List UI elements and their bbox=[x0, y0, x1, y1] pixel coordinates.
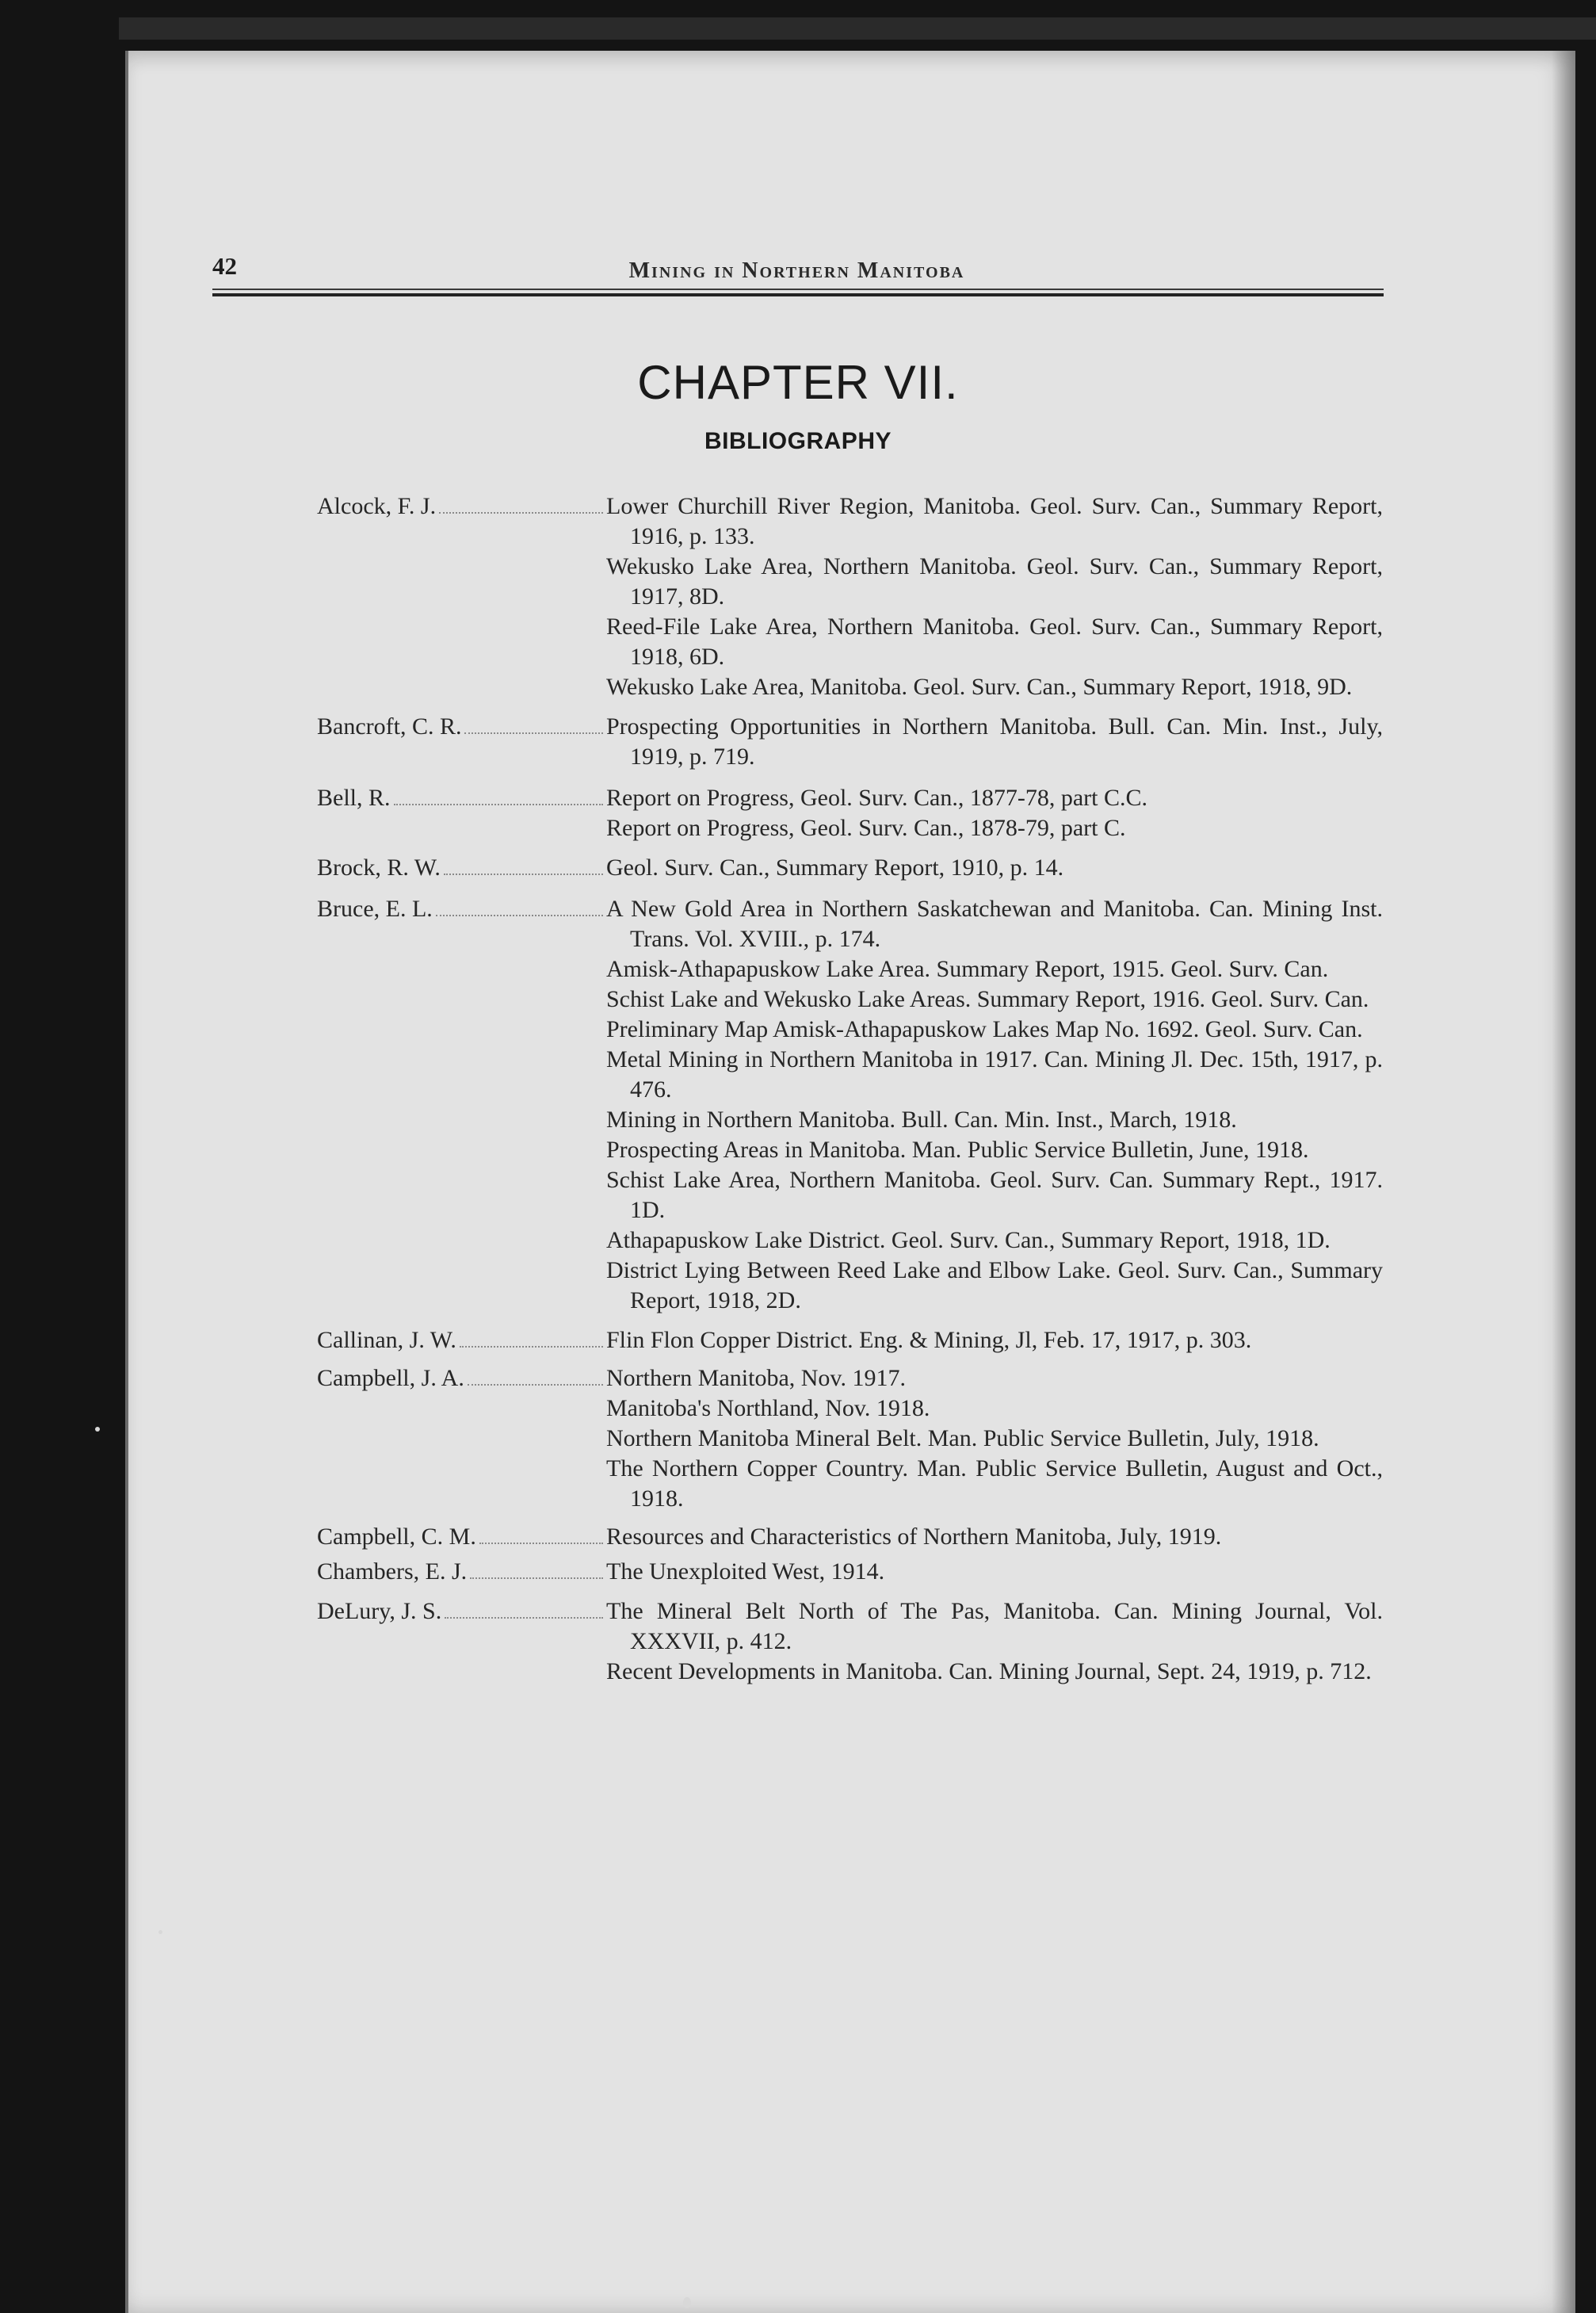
scan-speck bbox=[158, 1930, 162, 1934]
author-name: Callinan, J. W. bbox=[317, 1327, 456, 1353]
works-list bbox=[606, 1596, 1383, 1687]
scan-border-top bbox=[119, 17, 1596, 40]
work-citation: Geol. Surv. Can., Summary Report, 1910, p. 14. bbox=[606, 854, 1064, 881]
author-cell bbox=[317, 1522, 606, 1552]
dot-leader bbox=[460, 1346, 603, 1348]
work-citation: Amisk-Athapapuskow Lake Area. Summary Report, 1915. Geol. Surv. Can. bbox=[606, 956, 1329, 982]
works-list bbox=[606, 712, 1383, 772]
author-cell bbox=[317, 1557, 606, 1587]
header-rule-thick bbox=[212, 293, 1384, 296]
dot-leader bbox=[479, 1543, 603, 1544]
chapter-title: CHAPTER VII. bbox=[637, 356, 959, 409]
author-cell bbox=[317, 853, 606, 883]
work-citation: Prospecting Areas in Manitoba. Man. Public Service Bulletin, June, 1918. bbox=[606, 1137, 1309, 1163]
works-list bbox=[606, 894, 1383, 1316]
author-cell bbox=[317, 894, 606, 924]
author-name: Brock, R. W. bbox=[317, 854, 441, 881]
bibliography-entry bbox=[317, 1522, 1383, 1552]
dot-leader bbox=[394, 804, 603, 805]
dot-leader bbox=[436, 915, 603, 916]
work-citation: Preliminary Map Amisk-Athapapuskow Lakes Map No. 1692. Geol. Surv. Can. bbox=[606, 1016, 1363, 1042]
work-citation: Northern Manitoba, Nov. 1917. bbox=[606, 1365, 906, 1391]
dot-leader bbox=[444, 874, 603, 875]
work-citation: Mining in Northern Manitoba. Bull. Can. Min. Inst., March, 1918. bbox=[606, 1107, 1237, 1133]
work-citation: The Unexploited West, 1914. bbox=[606, 1558, 885, 1585]
author-cell bbox=[317, 1325, 606, 1355]
work-citation: Prospecting Opportunities in Northern Manitoba. Bull. Can. Min. Inst., July, 1919, p. 719. bbox=[606, 713, 1383, 770]
author-name: Campbell, C. M. bbox=[317, 1524, 476, 1550]
works-list bbox=[606, 1363, 1383, 1514]
dot-leader bbox=[445, 1617, 603, 1619]
works-list bbox=[606, 1557, 1383, 1587]
work-citation: Wekusko Lake Area, Northern Manitoba. Geol. Surv. Can., Summary Report, 1917, 8D. bbox=[606, 553, 1383, 610]
scan-speck bbox=[95, 1427, 100, 1432]
bibliography-list bbox=[317, 482, 1383, 1687]
bibliography-entry bbox=[317, 712, 1383, 772]
page-number: 42 bbox=[212, 252, 237, 280]
work-citation: Reed-File Lake Area, Northern Manitoba. Geol. Surv. Can., Summary Report, 1918, 6D. bbox=[606, 614, 1383, 670]
work-citation: The Mineral Belt North of The Pas, Manitoba. Can. Mining Journal, Vol. XXXVII, p. 412. bbox=[606, 1598, 1383, 1654]
author-cell bbox=[317, 712, 606, 742]
work-citation: Resources and Characteristics of Northern Manitoba, July, 1919. bbox=[606, 1524, 1222, 1550]
work-citation: Schist Lake and Wekusko Lake Areas. Summary Report, 1916. Geol. Surv. Can. bbox=[606, 986, 1369, 1012]
works-list bbox=[606, 783, 1383, 843]
author-name: Campbell, J. A. bbox=[317, 1365, 464, 1391]
page-header bbox=[212, 252, 1381, 292]
works-list bbox=[606, 1522, 1383, 1552]
works-list bbox=[606, 491, 1383, 702]
author-cell bbox=[317, 491, 606, 522]
dot-leader bbox=[439, 512, 603, 514]
author-name: Alcock, F. J. bbox=[317, 493, 437, 519]
bibliography-entry bbox=[317, 1557, 1383, 1587]
bibliography-entry bbox=[317, 1363, 1383, 1514]
bibliography-entry bbox=[317, 894, 1383, 1316]
bibliography-entry bbox=[317, 491, 1383, 702]
work-citation: Report on Progress, Geol. Surv. Can., 1877-78, part C.C. bbox=[606, 785, 1147, 811]
works-list bbox=[606, 1325, 1383, 1355]
work-citation: District Lying Between Reed Lake and Elbow Lake. Geol. Surv. Can., Summary Report, 1918, 2D. bbox=[606, 1257, 1383, 1313]
header-rule-thin bbox=[212, 289, 1384, 290]
work-citation: Flin Flon Copper District. Eng. & Mining, Jl, Feb. 17, 1917, p. 303. bbox=[606, 1327, 1252, 1353]
work-citation: Recent Developments in Manitoba. Can. Mining Journal, Sept. 24, 1919, p. 712. bbox=[606, 1658, 1372, 1684]
dot-leader bbox=[468, 1384, 603, 1386]
work-citation: Northern Manitoba Mineral Belt. Man. Public Service Bulletin, July, 1918. bbox=[606, 1425, 1319, 1451]
dot-leader bbox=[464, 732, 603, 734]
author-name: Bruce, E. L. bbox=[317, 896, 433, 922]
author-cell bbox=[317, 1596, 606, 1627]
work-citation: Schist Lake Area, Northern Manitoba. Geol. Surv. Can. Summary Rept., 1917. 1D. bbox=[606, 1167, 1383, 1223]
work-citation: Metal Mining in Northern Manitoba in 1917. Can. Mining Jl. Dec. 15th, 1917, p. 476. bbox=[606, 1046, 1383, 1103]
author-name: Bancroft, C. R. bbox=[317, 713, 462, 740]
bibliography-entry bbox=[317, 1596, 1383, 1687]
author-name: DeLury, J. S. bbox=[317, 1598, 442, 1624]
works-list bbox=[606, 853, 1383, 883]
section-title: BIBLIOGRAPHY bbox=[704, 428, 892, 454]
work-citation: Lower Churchill River Region, Manitoba. Geol. Surv. Can., Summary Report, 1916, p. 133. bbox=[606, 493, 1383, 549]
dot-leader bbox=[470, 1577, 603, 1579]
author-cell bbox=[317, 1363, 606, 1394]
scan-speck bbox=[683, 2297, 691, 2308]
author-name: Bell, R. bbox=[317, 785, 391, 811]
bibliography-entry bbox=[317, 853, 1383, 883]
bibliography-entry bbox=[317, 783, 1383, 843]
work-citation: Wekusko Lake Area, Manitoba. Geol. Surv. Can., Summary Report, 1918, 9D. bbox=[606, 674, 1353, 700]
author-cell bbox=[317, 783, 606, 813]
work-citation: Report on Progress, Geol. Surv. Can., 1878-79, part C. bbox=[606, 815, 1126, 841]
work-citation: Manitoba's Northland, Nov. 1918. bbox=[606, 1395, 930, 1421]
author-name: Chambers, E. J. bbox=[317, 1558, 468, 1585]
bibliography-entry bbox=[317, 1325, 1383, 1355]
work-citation: A New Gold Area in Northern Saskatchewan and Manitoba. Can. Mining Inst. Trans. Vol. XVIII., p. 174. bbox=[606, 896, 1383, 952]
work-citation: The Northern Copper Country. Man. Public Service Bulletin, August and Oct., 1918. bbox=[606, 1455, 1383, 1512]
running-head: Mining in Northern Manitoba bbox=[628, 258, 965, 283]
work-citation: Athapapuskow Lake District. Geol. Surv. Can., Summary Report, 1918, 1D. bbox=[606, 1227, 1331, 1253]
